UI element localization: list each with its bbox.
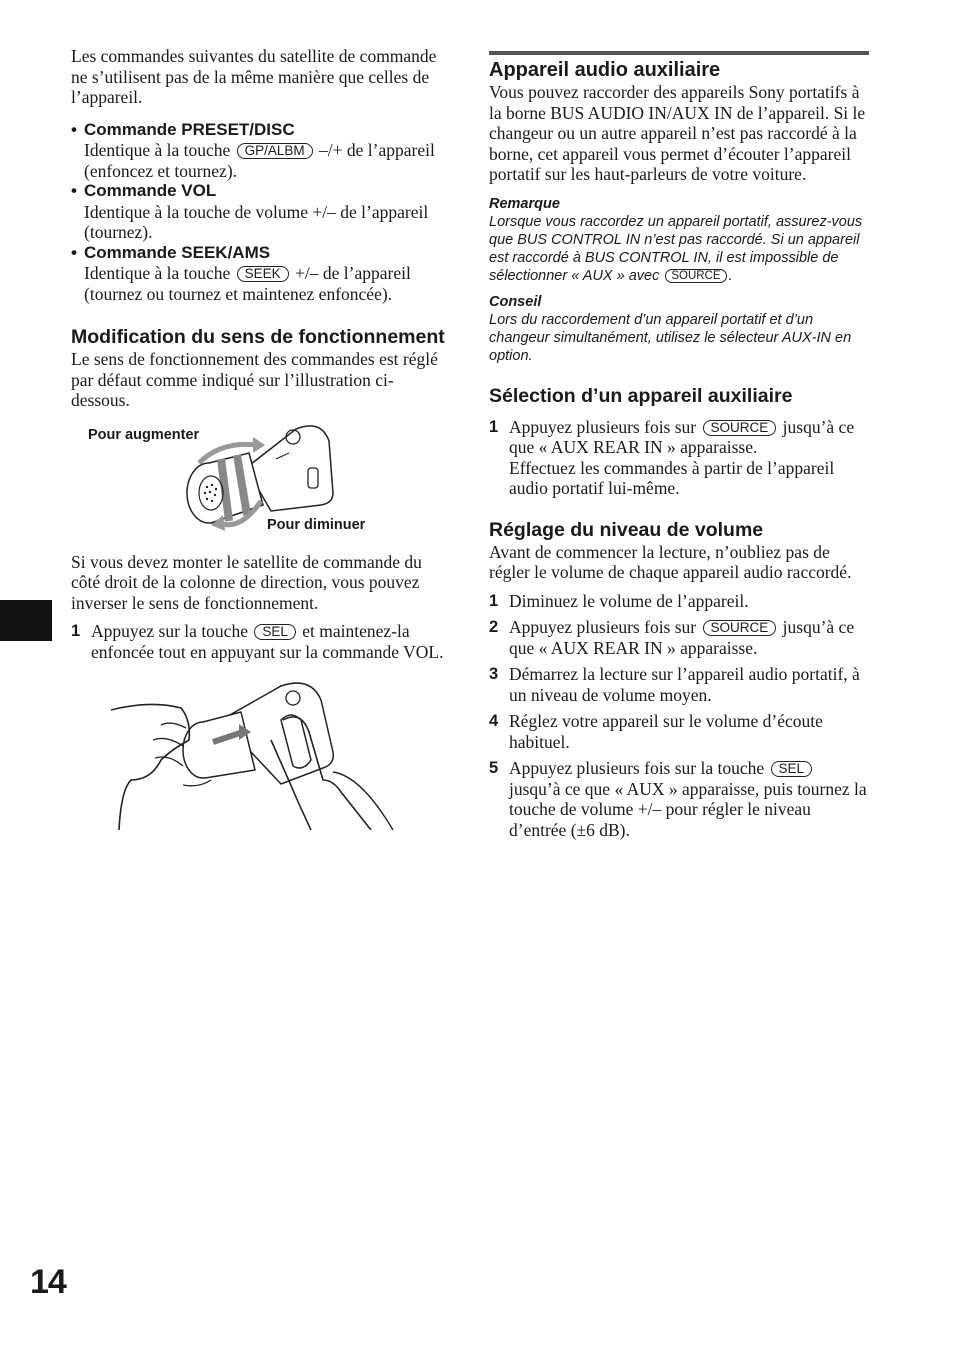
label-pour-augmenter: Pour augmenter <box>88 426 200 443</box>
step-text-extra: Effectuez les commandes à partir de l’appareil audio portatif lui-même. <box>509 457 835 498</box>
step-text-pre: Appuyez plusieurs fois sur la touche <box>509 758 765 778</box>
key-source-note: SOURCE <box>665 269 726 283</box>
bullet-text <box>84 140 451 181</box>
bullet-text-post: –/+ de l’appareil (enfoncez et tournez). <box>84 140 435 181</box>
step-text: Démarrez la lecture sur l’appareil audio portatif, à un niveau de volume moyen. <box>509 664 860 705</box>
step-text-post: jusqu’à ce que « AUX REAR IN » apparaisse. <box>509 617 855 658</box>
bullet-title: Commande PRESET/DISC <box>84 119 295 139</box>
step-number: 3 <box>489 665 499 683</box>
rotary-knob-icon <box>71 423 451 548</box>
key-gp-albm: GP/ALBM <box>237 143 313 159</box>
remarque-text-body: Lorsque vous raccordez un appareil portatif, assurez-vous que BUS CONTROL IN n’est pas raccordé. Si un appareil est raccordé à BUS CONTROL IN, il est impossible de sélectionner « AUX » avec <box>489 213 863 284</box>
step-number: 1 <box>489 417 499 436</box>
bullet-dot: • <box>71 242 77 262</box>
bullet-title: Commande SEEK/AMS <box>84 242 271 262</box>
section-title-selection: Sélection d’un appareil auxiliaire <box>489 384 793 407</box>
key-source: SOURCE <box>703 420 777 436</box>
bullet-text-pre: Identique à la touche <box>84 140 231 160</box>
key-seek: SEEK <box>237 266 289 282</box>
volume-intro: Avant de commencer la lecture, n’oubliez pas de régler le volume de chaque appareil audio raccordé. <box>489 541 852 582</box>
left-column <box>71 46 451 830</box>
paragraph-inverse: Si vous devez monter le satellite de commande du côté droit de la colonne de direction, vous pouvez inverser le sens de fonctionnement. <box>71 551 422 613</box>
volume-step-3 <box>489 664 869 705</box>
remarque-title: Remarque <box>489 195 560 212</box>
step-text-post: jusqu’à ce que « AUX » apparaisse, puis tournez la touche de volume +/– pour régler le niveau d’entrée (±6 dB). <box>509 778 867 840</box>
bullet-vol <box>71 181 451 243</box>
label-pour-diminuer: Pour diminuer <box>267 516 366 533</box>
conseil-text: Lors du raccordement d’un appareil portatif et d’un changeur simultanément, utilisez le sélecteur AUX-IN en option. <box>489 311 852 364</box>
step-text-pre: Appuyez sur la touche <box>91 621 248 641</box>
key-source: SOURCE <box>703 620 777 636</box>
bullet-seek-ams <box>71 243 451 305</box>
section-title-modification: Modification du sens de fonctionnement <box>71 326 445 348</box>
step-number: 1 <box>71 622 81 640</box>
step-text-post: jusqu’à ce que « AUX REAR IN » apparaisse. <box>509 416 855 457</box>
step-text-pre: Appuyez plusieurs fois sur <box>509 617 697 637</box>
bullet-text-pre: Identique à la touche <box>84 263 231 283</box>
intro-paragraph: Les commandes suivantes du satellite de commande ne s’utilisent pas de la même manière que celles de l’appareil. <box>71 46 437 107</box>
page-number: 14 <box>30 1263 66 1301</box>
step-number: 4 <box>489 712 499 730</box>
remarque-text <box>489 213 869 285</box>
volume-step-2 <box>489 617 869 658</box>
selection-step-1 <box>489 417 869 499</box>
step-text: Réglez votre appareil sur le volume d’écoute habituel. <box>509 711 823 752</box>
remarque-text-end: . <box>728 267 733 284</box>
section-title-volume: Réglage du niveau de volume <box>489 518 764 541</box>
bullet-text-post: +/– de l’appareil (tournez ou tournez et maintenez enfoncée). <box>84 263 411 304</box>
key-sel: SEL <box>254 624 296 640</box>
hand-pressing-sel-figure <box>71 680 451 830</box>
bullet-title: Commande VOL <box>84 181 217 200</box>
section-tab-marker <box>0 600 52 641</box>
bullet-dot: • <box>71 119 77 139</box>
key-sel: SEL <box>771 761 813 777</box>
step-text: Diminuez le volume de l’appareil. <box>509 590 749 611</box>
right-intro: Vous pouvez raccorder des appareils Sony portatifs à la borne BUS AUDIO IN/AUX IN de l’appareil. Si le changeur ou un autre appareil n’est pas raccordé à la borne, cet appareil vous permet d’écouter l’appareil portatif sur les haut-parleurs de votre voiture. <box>489 82 866 184</box>
rotary-commander-figure <box>71 423 451 548</box>
section-title-appareil-audio: Appareil audio auxiliaire <box>489 59 721 81</box>
right-column <box>489 58 869 840</box>
bullet-text <box>84 263 451 304</box>
section-rule <box>489 51 869 55</box>
conseil-title: Conseil <box>489 293 542 310</box>
hand-on-knob-icon <box>71 680 451 830</box>
section-text: Le sens de fonctionnement des commandes est réglé par défaut comme indiqué sur l’illustration ci-dessous. <box>71 349 438 410</box>
volume-step-1 <box>489 591 869 612</box>
step-1-sel <box>71 621 451 662</box>
step-number: 5 <box>489 759 499 777</box>
volume-step-4 <box>489 711 869 752</box>
bullet-dot: • <box>71 181 77 200</box>
bullet-preset-disc <box>71 120 451 182</box>
volume-step-5 <box>489 758 869 840</box>
step-text-post: et maintenez-la enfoncée tout en appuyant sur la commande VOL. <box>91 621 444 662</box>
step-number: 2 <box>489 618 499 636</box>
step-text-pre: Appuyez plusieurs fois sur <box>509 416 697 437</box>
bullet-text: Identique à la touche de volume +/– de l’appareil (tournez). <box>84 201 429 242</box>
step-number: 1 <box>489 591 499 610</box>
